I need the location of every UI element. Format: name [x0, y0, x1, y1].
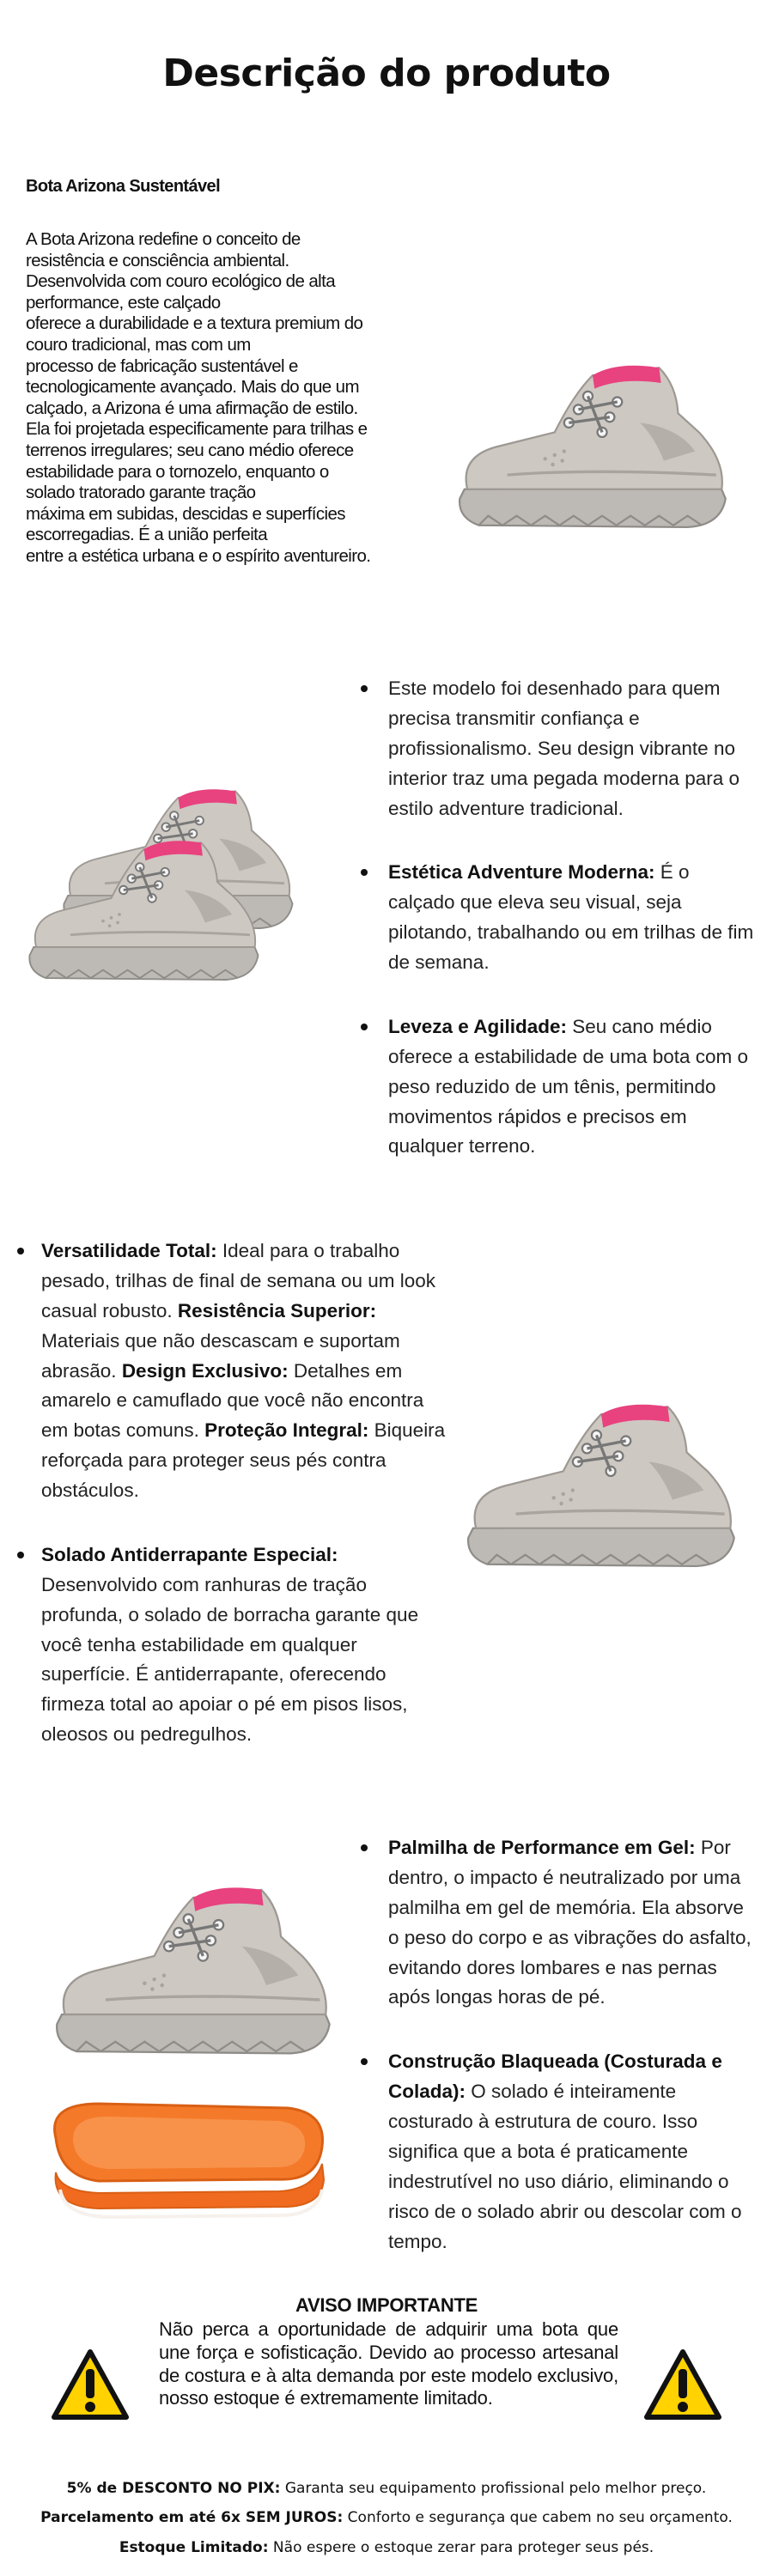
warning-triangle-icon [52, 2348, 129, 2421]
list-item: Estética Adventure Moderna: É o calçado que eleva seu visual, seja pilotando, trabalhando ou em trilhas de fim de semana. [361, 858, 756, 978]
boot-image-pair [21, 773, 313, 996]
intro-line: A Bota Arizona redefine o conceito de [26, 229, 301, 249]
intro-line: processo de fabricação sustentável e [26, 355, 298, 376]
promo-line: Estoque Limitado: Não espere o estoque zerar para proteger seus pés. [119, 2539, 654, 2556]
promo-line: Parcelamento em até 6x SEM JUROS: Conforto e segurança que cabem no seu orçamento. [40, 2509, 733, 2526]
features-list-2 [17, 1236, 447, 1784]
intro-line: oferece a durabilidade e a textura premium do [26, 313, 363, 334]
list-item: Palmilha de Performance em Gel: Por dentro, o impacto é neutralizado por uma palmilha em gel de memória. Ela absorve o peso do corpo e as vibrações do asfalto, evitando dores lombares e nas pernas após longas horas de pé. [361, 1833, 756, 2013]
product-intro [26, 176, 438, 568]
promo-line: 5% de DESCONTO NO PIX: Garanta seu equipamento profissional pelo melhor preço. [66, 2480, 707, 2497]
boot-image-side [442, 356, 743, 537]
intro-line: entre a estética urbana e o espírito aventureiro. [26, 545, 371, 566]
warning-triangle-icon [644, 2348, 721, 2421]
intro-line: solado tratorado garante tração [26, 483, 256, 503]
intro-line: terrenos irregulares; seu cano médio oferece [26, 440, 354, 460]
intro-line: performance, este calçado [26, 292, 221, 313]
list-item: Solado Antiderrapante Especial: Desenvolvido com ranhuras de tração profunda, o solado de borracha garante que você tenha estabilidade em qualquer superfície. É antiderrapante, oferecendo firmeza total ao apoiar o pé em pisos lisos, oleosos ou pedregulhos. [17, 1540, 447, 1750]
insole-image [39, 2078, 335, 2233]
intro-line: resistência e consciência ambiental. [26, 250, 289, 270]
page-title: Descrição do produto [162, 52, 611, 95]
intro-line: estabilidade para o tornozelo, enquanto o [26, 461, 329, 482]
features-list-1 [361, 674, 756, 1196]
intro-line: máxima em subidas, descidas e superfícies [26, 503, 345, 524]
intro-line: couro tradicional, mas com um [26, 334, 251, 355]
warning-text: Não perca a oportunidade de adquirir uma bota que une força e sofisticação. Devido ao processo artesanal de costura e à alta demanda por este modelo exclusivo, nosso estoque é extremamente limitado. [159, 2318, 618, 2409]
features-list-3 [361, 1833, 756, 2291]
boot-image-front [47, 1863, 339, 2078]
intro-line: calçado, a Arizona é uma afirmação de estilo. [26, 398, 358, 418]
intro-line: Desenvolvida com couro ecológico de alta [26, 271, 336, 292]
list-item: Este modelo foi desenhado para quem precisa transmitir confiança e profissionalismo. Seu design vibrante no interior traz uma pegada moderna para o estilo adventure tradicional. [361, 674, 756, 823]
intro-line: tecnologicamente avançado. Mais do que um [26, 377, 359, 398]
list-item: Leveza e Agilidade: Seu cano médio oferece a estabilidade de uma bota com o peso reduzido de um tênis, permitindo movimentos rápidos e precisos em qualquer terreno. [361, 1012, 756, 1162]
product-subtitle: Bota Arizona Sustentável [26, 177, 221, 196]
intro-line: Ela foi projetada especificamente para trilhas e [26, 419, 368, 440]
intro-line: escorregadias. É a união perfeita [26, 525, 268, 545]
list-item: Construção Blaqueada (Costurada e Colada): O solado é inteiramente costurado à estrutura de couro. Isso significa que a bota é praticamente indestrutível no uso diário, eliminando o risco de o solado abrir ou descolar com o tempo. [361, 2047, 756, 2257]
warning-title: AVISO IMPORTANTE [295, 2294, 478, 2316]
boot-image-side-2 [447, 1395, 756, 1576]
list-item: Versatilidade Total: Ideal para o trabalho pesado, trilhas de final de semana ou um look casual robusto. Resistência Superior: Materiais que não descascam e suportam abrasão. Design Exclusivo: Detalhes em amarelo e camuflado que você não encontra em botas comuns. Proteção Integral: Biqueira reforçada para proteger seus pés contra obstáculos. [17, 1236, 447, 1506]
